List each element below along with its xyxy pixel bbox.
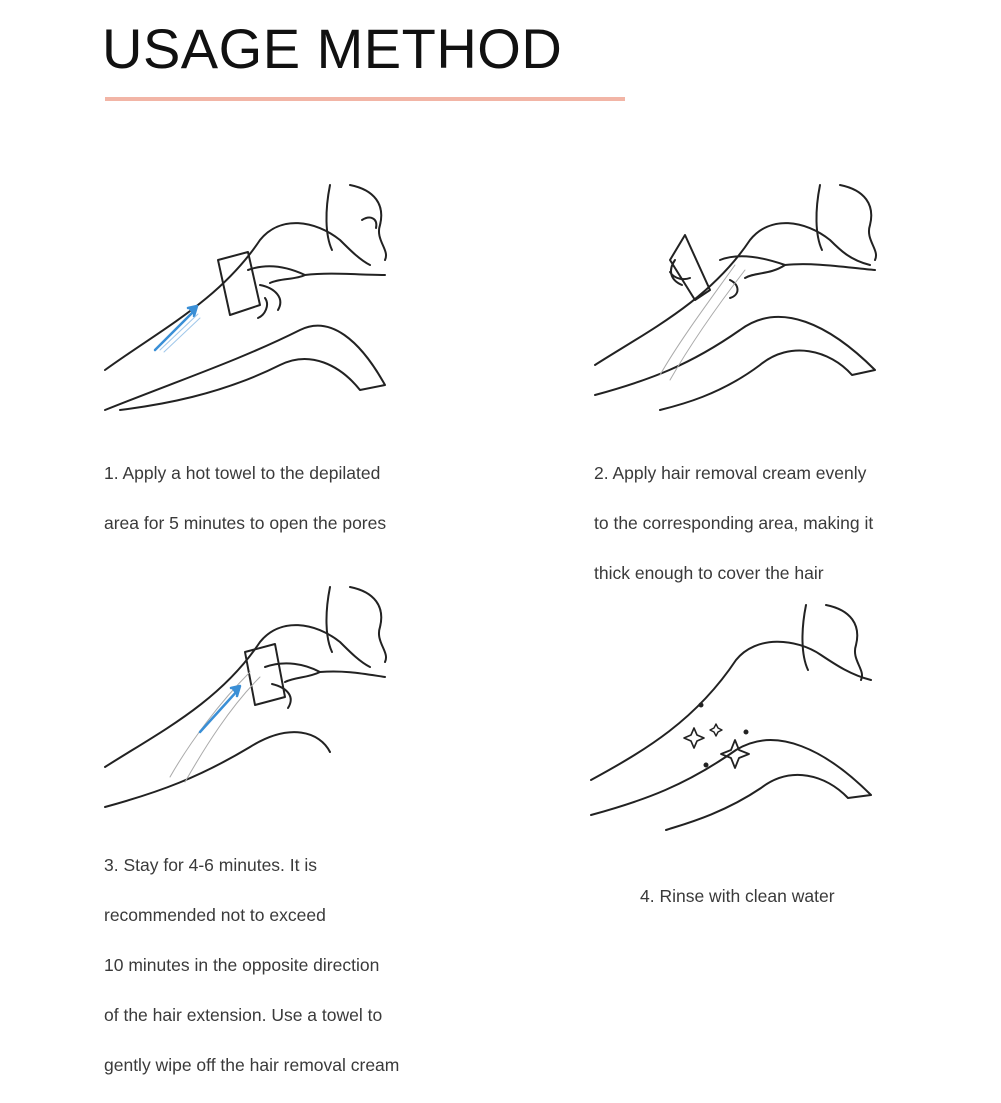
caption-line: 1. Apply a hot towel to the depilated (104, 463, 381, 483)
caption-line: recommended not to exceed (104, 905, 326, 925)
title-underline (105, 97, 625, 101)
caption-line: to the corresponding area, making it (594, 513, 874, 533)
step-3-illustration (100, 582, 400, 817)
step-4-illustration (586, 600, 886, 835)
caption-line: of the hair extension. Use a towel to (104, 1005, 383, 1025)
step-1-illustration (100, 180, 400, 415)
page-title: USAGE METHOD (102, 17, 563, 80)
step-4-caption (640, 859, 835, 934)
caption-line: 10 minutes in the opposite direction (104, 955, 380, 975)
caption-line: 3. Stay for 4-6 minutes. It is (104, 855, 317, 875)
step-2-caption (594, 436, 873, 611)
caption-line: thick enough to cover the hair (594, 563, 824, 583)
caption-line: area for 5 minutes to open the pores (104, 513, 387, 533)
step-2-illustration (590, 180, 890, 415)
step-3-caption (104, 828, 399, 1103)
caption-line: gently wipe off the hair removal cream (104, 1055, 400, 1075)
step-1-caption (104, 436, 386, 561)
caption-line: 4. Rinse with clean water (640, 886, 835, 906)
caption-line: 2. Apply hair removal cream evenly (594, 463, 867, 483)
